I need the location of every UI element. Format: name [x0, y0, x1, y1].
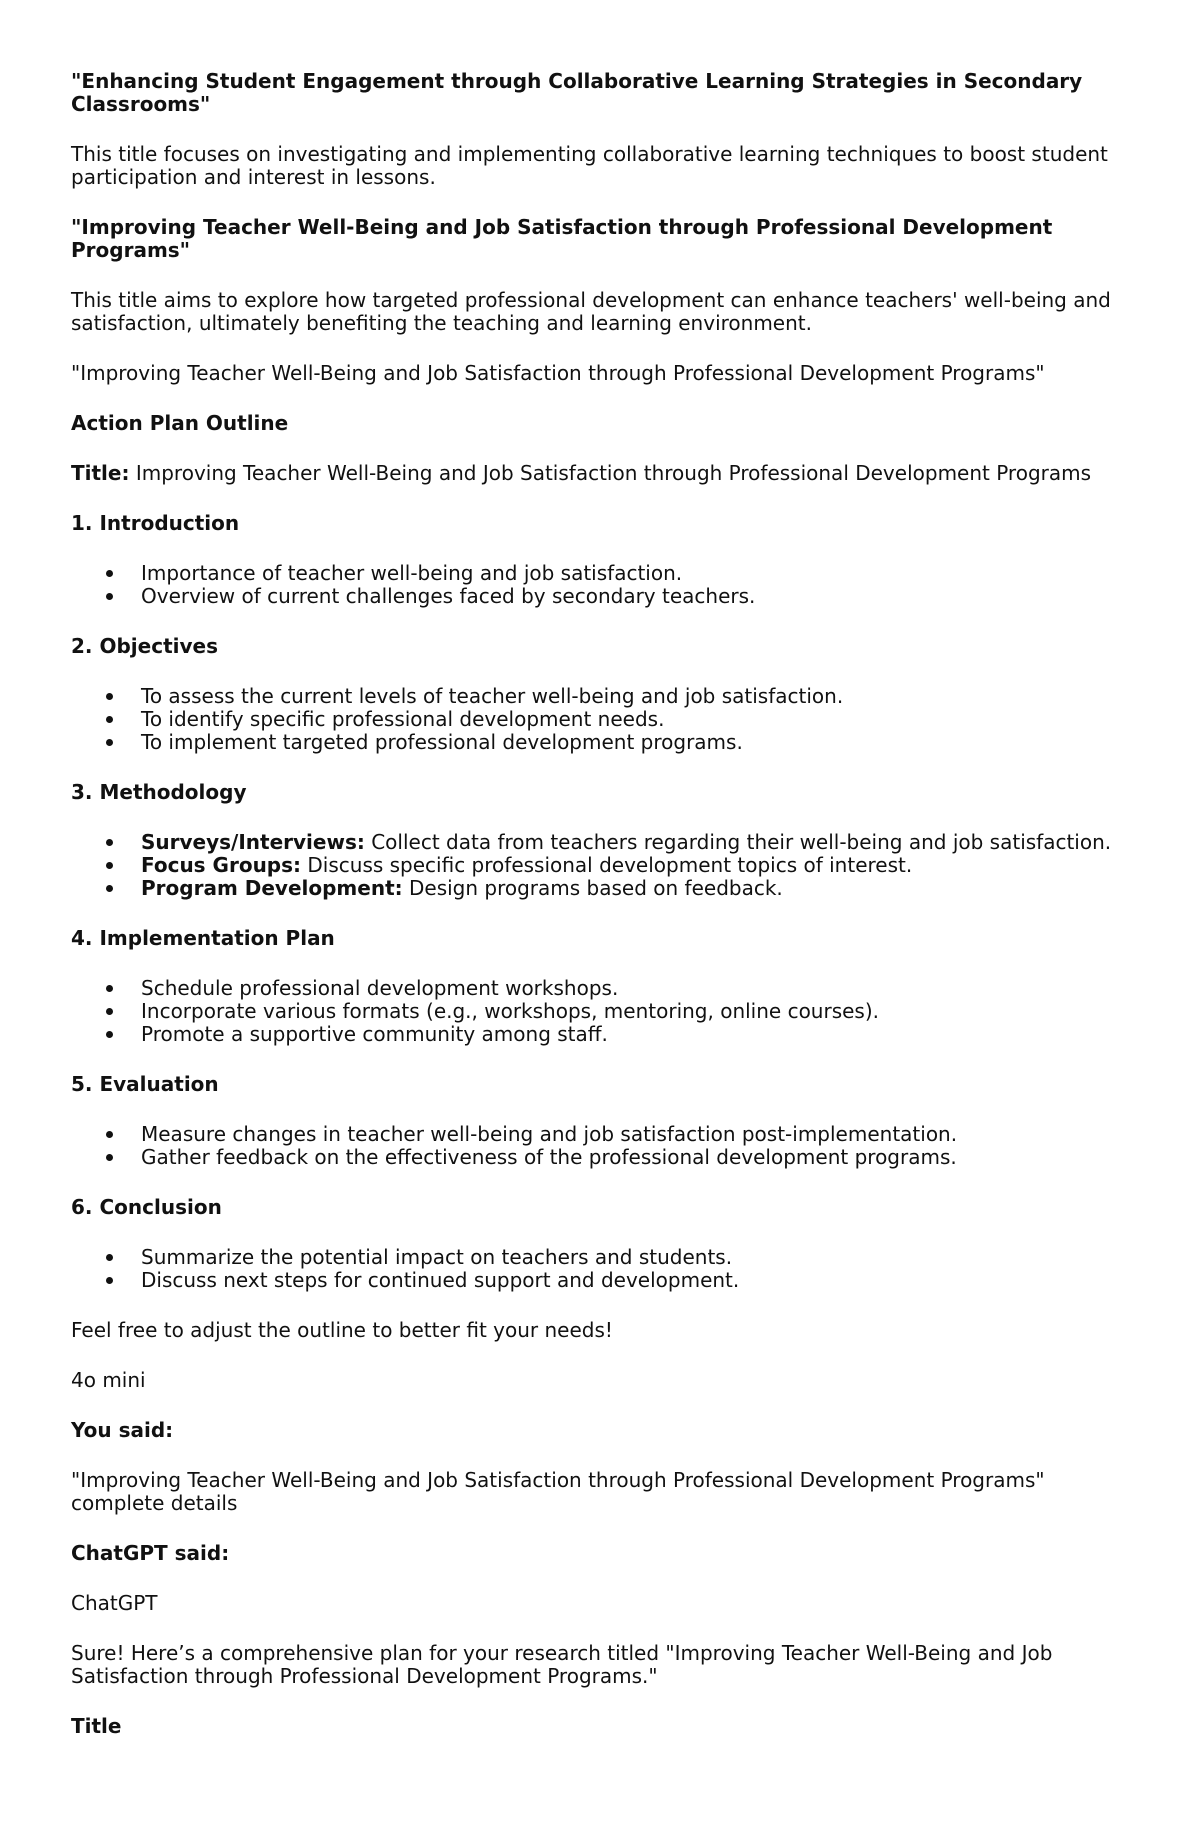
- list-item-label: Focus Groups:: [141, 853, 302, 877]
- list-item-text: Discuss specific professional development topics of interest.: [307, 853, 913, 877]
- list-item: Promote a supportive community among staff.: [141, 1023, 1131, 1046]
- section-heading-evaluation: 5. Evaluation: [71, 1072, 219, 1096]
- section-heading-objectives: 2. Objectives: [71, 634, 218, 658]
- title-option-2-description: This title aims to explore how targeted professional development can enhance teachers' well-being and satisfaction, ultimately benefiting the teaching and learning environment.: [71, 288, 1111, 335]
- objectives-list: [71, 685, 1131, 754]
- section-heading-methodology: 3. Methodology: [71, 780, 247, 804]
- list-item: To implement targeted professional development programs.: [141, 731, 1131, 754]
- introduction-list: [71, 562, 1131, 608]
- you-said-label: You said:: [71, 1418, 174, 1442]
- list-item: Schedule professional development workshops.: [141, 977, 1131, 1000]
- evaluation-list: [71, 1123, 1131, 1169]
- closing-remark: Feel free to adjust the outline to better fit your needs!: [71, 1318, 613, 1342]
- list-item: To identify specific professional development needs.: [141, 708, 1131, 731]
- list-item: Gather feedback on the effectiveness of the professional development programs.: [141, 1146, 1131, 1169]
- list-item: Summarize the potential impact on teachers and students.: [141, 1246, 1131, 1269]
- user-message: "Improving Teacher Well-Being and Job Satisfaction through Professional Development Programs" complete details: [71, 1468, 1045, 1515]
- list-item: [141, 854, 1131, 877]
- methodology-list: [71, 831, 1131, 900]
- document-body: [71, 70, 1131, 1765]
- list-item: Discuss next steps for continued support and development.: [141, 1269, 1131, 1292]
- section-heading-conclusion: 6. Conclusion: [71, 1195, 222, 1219]
- list-item-text: Collect data from teachers regarding their well-being and job satisfaction.: [371, 830, 1112, 854]
- list-item-label: Program Development:: [141, 876, 403, 900]
- title-option-2: "Improving Teacher Well-Being and Job Satisfaction through Professional Development Programs": [71, 215, 1053, 262]
- title-label: Title:: [71, 461, 130, 485]
- list-item: Incorporate various formats (e.g., workshops, mentoring, online courses).: [141, 1000, 1131, 1023]
- chatgpt-name: ChatGPT: [71, 1591, 158, 1615]
- title-option-1-description: This title focuses on investigating and implementing collaborative learning techniques to boost student participation and interest in lessons.: [71, 142, 1108, 189]
- outline-title-line: [71, 462, 1131, 485]
- title-value: Improving Teacher Well-Being and Job Satisfaction through Professional Development Programs: [135, 461, 1092, 485]
- conclusion-list: [71, 1246, 1131, 1292]
- list-item: [141, 877, 1131, 900]
- chatgpt-said-label: ChatGPT said:: [71, 1541, 230, 1565]
- response-intro: Sure! Here’s a comprehensive plan for your research titled "Improving Teacher Well-Being and Job Satisfaction through Professional Development Programs.": [71, 1641, 1053, 1688]
- list-item: Importance of teacher well-being and job satisfaction.: [141, 562, 1131, 585]
- title-option-1: "Enhancing Student Engagement through Collaborative Learning Strategies in Secondary Classrooms": [71, 69, 1083, 116]
- list-item-text: Design programs based on feedback.: [408, 876, 783, 900]
- list-item: [141, 831, 1131, 854]
- list-item: Measure changes in teacher well-being and job satisfaction post-implementation.: [141, 1123, 1131, 1146]
- list-item-label: Surveys/Interviews:: [141, 830, 365, 854]
- model-label: 4o mini: [71, 1368, 146, 1392]
- implementation-list: [71, 977, 1131, 1046]
- section-heading-title: Title: [71, 1714, 122, 1738]
- list-item: Overview of current challenges faced by secondary teachers.: [141, 585, 1131, 608]
- outline-heading: Action Plan Outline: [71, 411, 289, 435]
- list-item: To assess the current levels of teacher well-being and job satisfaction.: [141, 685, 1131, 708]
- section-heading-introduction: 1. Introduction: [71, 511, 240, 535]
- user-prompt: "Improving Teacher Well-Being and Job Satisfaction through Professional Development Programs": [71, 361, 1045, 385]
- section-heading-implementation-plan: 4. Implementation Plan: [71, 926, 335, 950]
